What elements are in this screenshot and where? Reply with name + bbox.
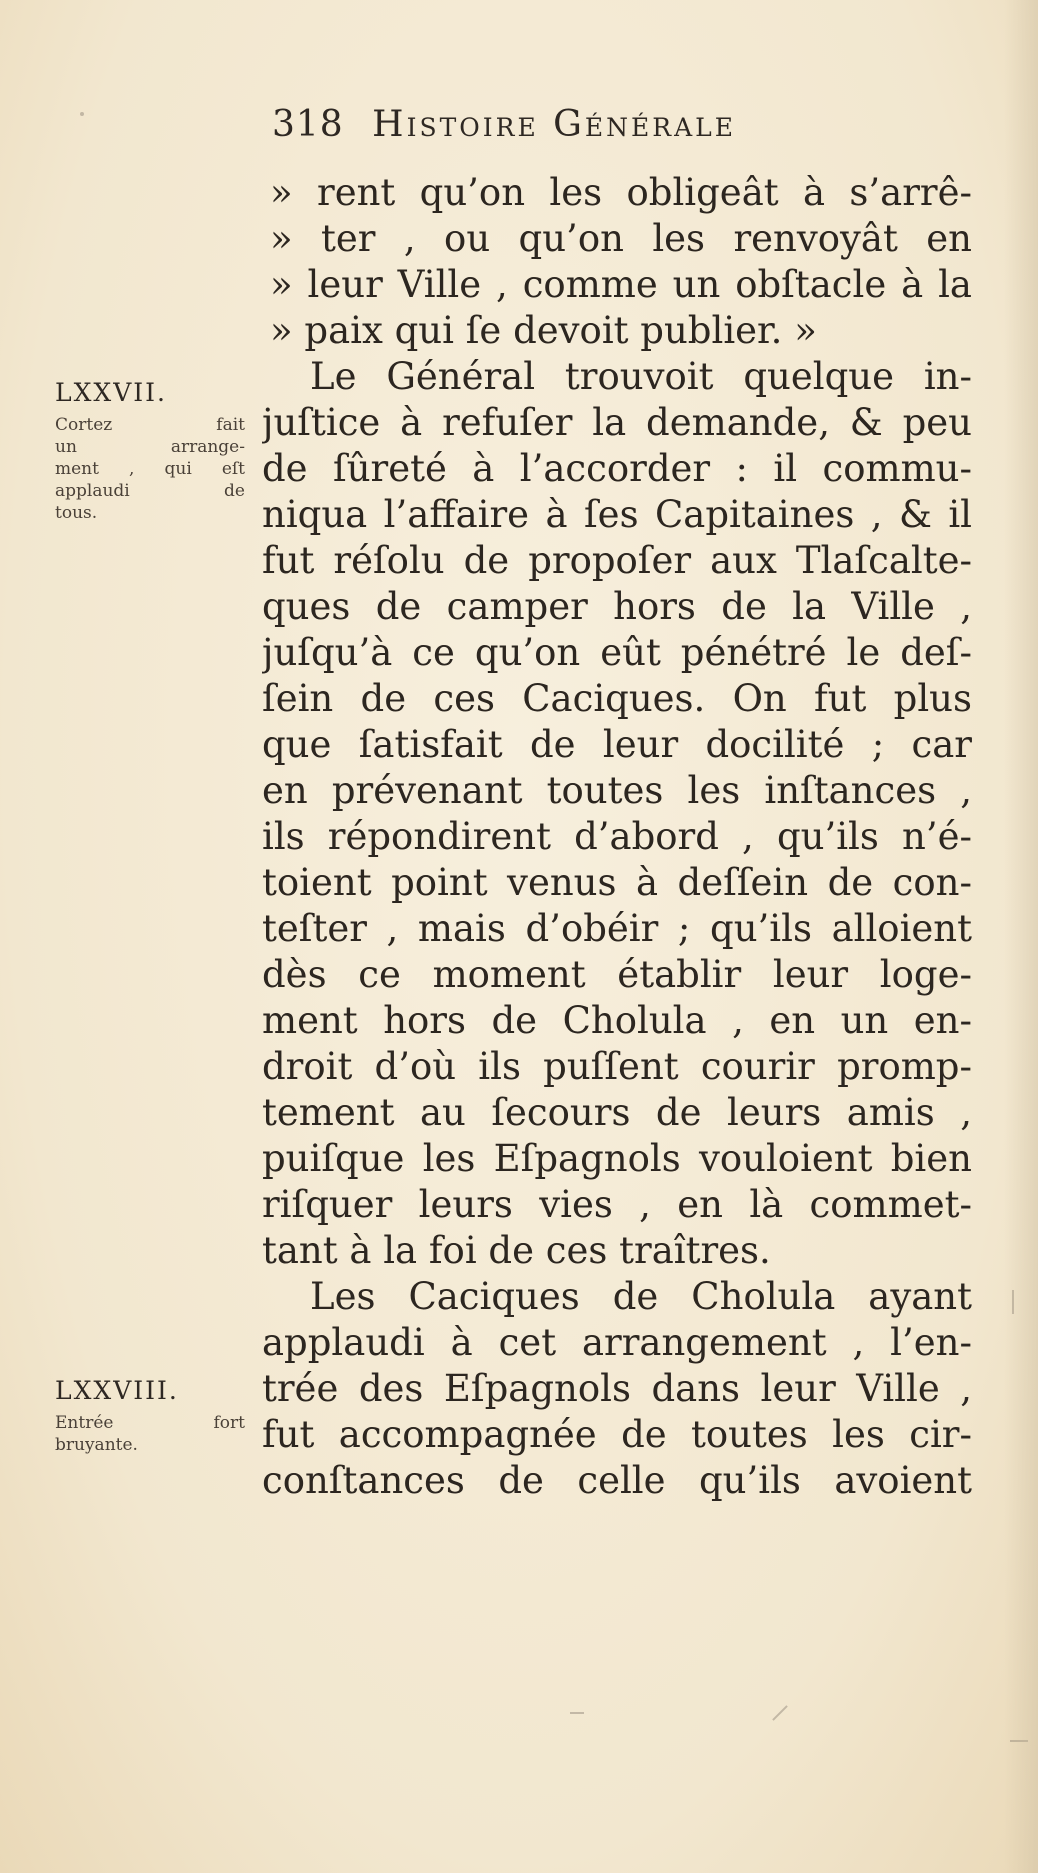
section-numeral: LXXVII. (55, 378, 167, 407)
margin-gloss-line: ment , qui eſt (55, 459, 245, 479)
text-line: » paix qui ſe devoit publier. » (270, 309, 817, 352)
paper-speck (772, 1705, 788, 1721)
text-line: riſquer leurs vies , en là commet- (262, 1183, 972, 1226)
text-line: juſqu’à ce qu’on eût pénétré le deſ- (262, 631, 972, 674)
text-line: » ter , ou qu’on les renvoyât en (270, 217, 972, 260)
margin-gloss-line: Cortez fait (55, 415, 245, 435)
text-line: droit d’où ils puſſent courir promp- (262, 1045, 972, 1088)
paper-speck (570, 1712, 584, 1714)
text-line: ils répondirent d’abord , qu’ils n’é- (262, 815, 972, 858)
text-line: teſter , mais d’obéir ; qu’ils alloient (262, 907, 972, 950)
text-line: trée des Eſpagnols dans leur Ville , (262, 1367, 972, 1410)
paragraph-start-line: Le Général trouvoit quelque in- (310, 355, 972, 398)
margin-note-77 (55, 378, 245, 524)
paragraph-start-line: Les Caciques de Cholula ayant (310, 1275, 972, 1318)
running-header (272, 104, 736, 145)
text-line: ques de camper hors de la Ville , (262, 585, 972, 628)
text-line: en prévenant toutes les inſtances , (262, 769, 972, 812)
margin-gloss-line: bruyante. (55, 1435, 138, 1455)
margin-gloss-line: applaudi de (55, 481, 245, 501)
running-title: Histoire Générale (372, 104, 736, 145)
text-line: tement au ſecours de leurs amis , (262, 1091, 972, 1134)
text-line: » leur Ville , comme un obſtacle à la (270, 263, 972, 306)
text-line: fut réſolu de propoſer aux Tlaſcalte- (262, 539, 972, 582)
margin-note-78 (55, 1376, 245, 1456)
paper-speck (80, 112, 84, 116)
page-number: 318 (272, 104, 344, 145)
margin-gloss-line: Entrée fort (55, 1413, 245, 1433)
text-line: fut accompagnée de toutes les cir- (262, 1413, 972, 1456)
text-line: ſein de ces Caciques. On fut plus (262, 677, 972, 720)
text-line: toient point venus à deſſein de con- (262, 861, 972, 904)
text-line: dès ce moment établir leur loge- (262, 953, 972, 996)
text-line: que ſatisfait de leur docilité ; car (262, 723, 972, 766)
margin-gloss-line: un arrange- (55, 437, 245, 457)
page-edge-shadow (1004, 0, 1038, 1873)
text-line: » rent qu’on les obligeât à s’arrê- (270, 171, 972, 214)
text-line: juſtice à refuſer la demande, & peu (262, 401, 972, 444)
text-line: tant à la foi de ces traîtres. (262, 1229, 771, 1272)
text-line: de ſûreté à l’accorder : il commu- (262, 447, 972, 490)
text-line: conſtances de celle qu’ils avoient (262, 1459, 972, 1502)
text-line: puiſque les Eſpagnols vouloient bien (262, 1137, 972, 1180)
text-line: niqua l’affaire à ſes Capitaines , & il (262, 493, 972, 536)
section-numeral: LXXVIII. (55, 1376, 179, 1405)
text-line: applaudi à cet arrangement , l’en- (262, 1321, 972, 1364)
margin-gloss-line: tous. (55, 503, 98, 523)
text-line: ment hors de Cholula , en un en- (262, 999, 972, 1042)
body-text (262, 170, 972, 1504)
